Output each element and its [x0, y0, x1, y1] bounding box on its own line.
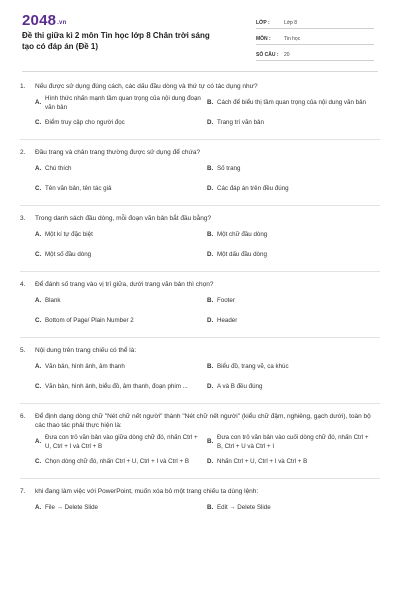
option-text: Một chữ đầu dòng [217, 231, 268, 239]
meta-value: Tin học [284, 36, 301, 42]
question-number: 7. [20, 488, 26, 495]
answer-option[interactable] [207, 115, 379, 132]
question-number: 6. [20, 413, 26, 420]
answer-option[interactable] [35, 95, 207, 112]
option-text: Văn bản, hình ảnh, biểu đồ, âm thanh, đoạn phim ... [45, 383, 188, 391]
option-letter: C. [35, 317, 42, 325]
option-letter: A. [35, 438, 42, 446]
option-letter: B. [207, 438, 214, 446]
question-item [20, 338, 380, 404]
option-letter: B. [207, 504, 214, 512]
question-item [20, 404, 380, 479]
option-text: Nhấn Ctrl + U, Ctrl + I và Ctrl + B [217, 458, 308, 466]
option-text: Điểm truy cập cho người đọc [45, 119, 125, 127]
answer-options [35, 359, 380, 399]
answer-options [35, 227, 380, 267]
meta-label: SỐ CÂU : [256, 52, 279, 58]
option-text: Header [217, 317, 238, 325]
option-letter: B. [207, 231, 214, 239]
answer-option[interactable] [35, 313, 207, 330]
answer-options [35, 434, 380, 474]
answer-option[interactable] [35, 359, 207, 376]
question-item [20, 272, 380, 338]
question-text: Nội dung trên trang chiếu có thể là: [35, 347, 137, 354]
question-number: 2. [20, 149, 26, 156]
option-letter: D. [207, 458, 214, 466]
option-letter: B. [207, 165, 214, 173]
question-number: 5. [20, 347, 26, 354]
option-text: Edit → Delete Slide [217, 504, 271, 512]
meta-row-subject [256, 30, 374, 45]
site-logo[interactable] [22, 12, 66, 29]
option-text: Trang trí văn bản [217, 119, 264, 127]
question-number: 4. [20, 281, 26, 288]
option-letter: D. [207, 185, 214, 193]
option-letter: B. [207, 297, 214, 305]
question-text: Để định dạng dòng chữ "Nét chữ nết người" thành "Nét chữ nết người" (kiểu chữ đậm, nghiêng, gạch dưới), toàn bộ các thao tác phải thực hiện là: [35, 413, 371, 429]
answer-option[interactable] [35, 181, 207, 198]
option-text: Chọn dòng chữ đó, nhấn Ctrl + U, Ctrl + I và Ctrl + B [45, 458, 189, 466]
option-text: Một số đầu dòng [45, 251, 92, 259]
question-text: Để đánh số trang vào vị trí giữa, dưới trang văn bản thì chọn? [35, 281, 214, 288]
option-text: Một dấu đầu dòng [217, 251, 267, 259]
answer-option[interactable] [35, 247, 207, 264]
option-text: Hình thức nhấn mạnh tầm quan trọng của nội dung đoạn văn bản [45, 95, 201, 111]
option-letter: A. [35, 363, 42, 371]
answer-option[interactable] [207, 227, 379, 244]
option-text: Đưa con trỏ văn bản vào cuối dòng chữ đó, nhấn Ctrl + B, Ctrl + U và Ctrl + I [217, 434, 369, 450]
option-letter: A. [35, 165, 42, 173]
option-text: Bottom of Page/ Plain Number 2 [45, 317, 134, 325]
question-item [20, 74, 380, 140]
answer-option[interactable] [207, 95, 379, 112]
answer-options [35, 293, 380, 333]
question-item [20, 206, 380, 272]
option-letter: B. [207, 363, 214, 371]
option-letter: C. [35, 119, 42, 127]
meta-value: 20 [284, 52, 290, 58]
question-text: khi đang làm việc với PowerPoint, muốn xóa bỏ một trang chiếu ta dùng lệnh: [35, 488, 259, 495]
option-letter: C. [35, 251, 42, 259]
answer-options [35, 95, 380, 135]
option-text: Chú thích [45, 165, 72, 173]
answer-option[interactable] [207, 181, 379, 198]
option-letter: A. [35, 297, 42, 305]
answer-option[interactable] [207, 247, 379, 264]
answer-options [35, 161, 380, 201]
meta-label: MÔN : [256, 36, 271, 42]
logo-suffix: .vn [57, 20, 67, 26]
option-letter: D. [207, 317, 214, 325]
option-letter: A. [35, 99, 42, 107]
question-text: Đầu trang và chân trang thường được sử dụng để chứa? [35, 149, 201, 156]
answer-option[interactable] [207, 500, 379, 517]
answer-option[interactable] [207, 359, 379, 376]
exam-header [0, 0, 400, 70]
option-text: Cách để biểu thị tầm quan trọng của nội dung văn bản [217, 99, 366, 107]
meta-value: Lớp 8 [284, 20, 298, 26]
option-letter: D. [207, 119, 214, 127]
option-text: A và B đều đúng [217, 383, 263, 391]
logo-text: 2048 [22, 12, 57, 29]
option-text: Footer [217, 297, 235, 305]
question-item [20, 479, 380, 520]
answer-option[interactable] [35, 293, 207, 310]
option-letter: D. [207, 383, 214, 391]
option-letter: C. [35, 458, 42, 466]
answer-option[interactable] [207, 379, 379, 396]
answer-option[interactable] [35, 379, 207, 396]
answer-option[interactable] [207, 454, 379, 471]
answer-option[interactable] [207, 293, 379, 310]
option-text: Đưa con trỏ văn bản vào giữa dòng chữ đó, nhấn Ctrl + U, Ctrl + I và Ctrl + B [45, 434, 198, 450]
answer-option[interactable] [35, 500, 207, 517]
meta-row-count [256, 46, 374, 61]
option-text: File → Delete Slide [45, 504, 98, 512]
option-letter: B. [207, 99, 214, 107]
option-text: Một kí tự đặc biệt [45, 231, 93, 239]
option-text: Văn bản, hình ảnh, âm thanh [45, 363, 125, 371]
answer-option[interactable] [35, 434, 207, 451]
answer-options [35, 500, 380, 520]
option-text: Tên văn bản, tên tác giả [45, 185, 112, 193]
question-text: Nếu được sử dụng đúng cách, các dấu đầu dòng và thứ tự có tác dụng như? [35, 83, 258, 90]
option-letter: D. [207, 251, 214, 259]
option-text: Số trang [217, 165, 241, 173]
question-number: 3. [20, 215, 26, 222]
answer-option[interactable] [35, 227, 207, 244]
header-divider [22, 71, 378, 72]
exam-title: Đề thi giữa kì 2 môn Tin học lớp 8 Chân trời sáng tạo có đáp án (Đề 1) [22, 31, 210, 51]
question-item [20, 140, 380, 206]
option-text: Biểu đồ, trang vẽ, ca khúc [217, 363, 289, 371]
answer-option[interactable] [35, 454, 207, 471]
answer-option[interactable] [207, 313, 379, 330]
meta-label: LỚP : [256, 20, 270, 26]
answer-option[interactable] [207, 161, 379, 178]
option-letter: C. [35, 185, 42, 193]
answer-option[interactable] [35, 115, 207, 132]
question-text: Trong danh sách đầu dòng, mỗi đoạn văn bản bắt đầu bằng? [35, 215, 212, 222]
answer-option[interactable] [35, 161, 207, 178]
option-text: Blank [45, 297, 61, 305]
option-letter: A. [35, 504, 42, 512]
question-number: 1. [20, 83, 26, 90]
answer-option[interactable] [207, 434, 379, 451]
exam-meta [256, 14, 374, 62]
option-text: Các đáp án trên đều đúng [217, 185, 289, 193]
option-letter: A. [35, 231, 42, 239]
question-list [0, 74, 400, 520]
meta-row-class [256, 14, 374, 29]
option-letter: C. [35, 383, 42, 391]
